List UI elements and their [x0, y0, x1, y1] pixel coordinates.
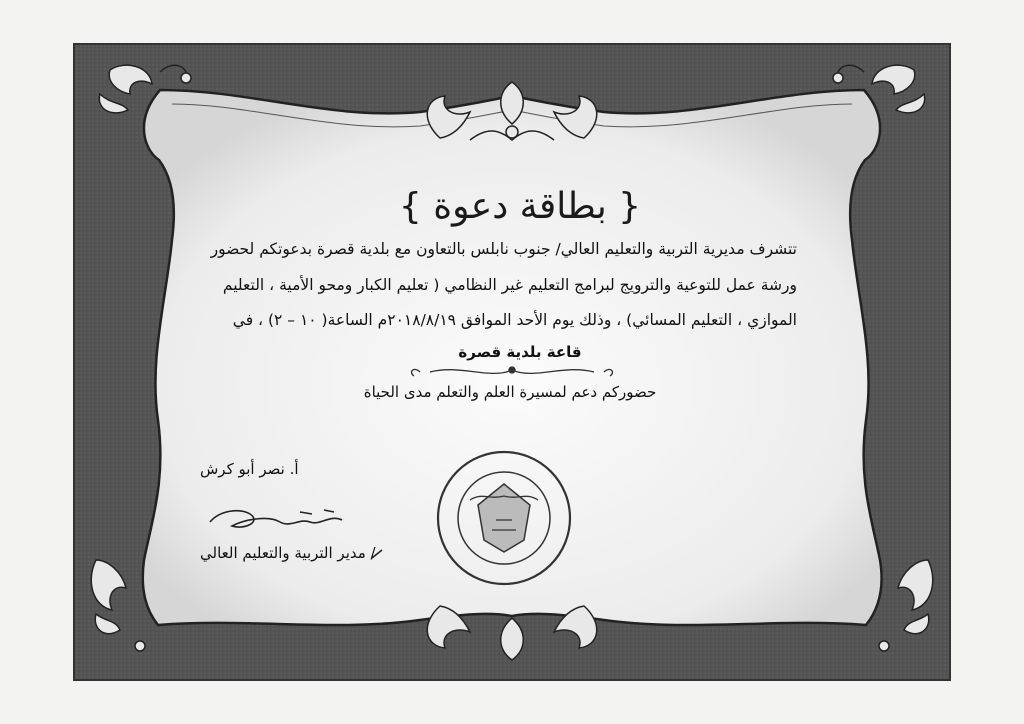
invitation-title: { بطاقة دعوة } [398, 186, 642, 227]
venue-text: قاعة بلدية قصرة [458, 343, 582, 361]
signer-title: / مدير التربية والتعليم العالي [200, 544, 376, 562]
invitation-body-line: تتشرف مديرية التربية والتعليم العالي/ جنوب نابلس بالتعاون مع بلدية قصرة بدعوتكم لحضور [210, 240, 797, 258]
invitation-body-line: الموازي ، التعليم المسائي) ، وذلك يوم الأحد الموافق ٢٠١٨/٨/١٩م الساعة( ١٠ – ٢) ، في [232, 311, 797, 329]
closing-text: حضوركم دعم لمسيرة العلم والتعلم مدى الحياة [363, 383, 657, 401]
invitation-body-line: ورشة عمل للتوعية والترويج لبرامج التعليم غير النظامي ( تعليم الكبار ومحو الأمية ، التعليم [222, 276, 797, 294]
signer-name: أ. نصر أبو كرش [200, 460, 299, 478]
official-stamp [438, 452, 570, 584]
